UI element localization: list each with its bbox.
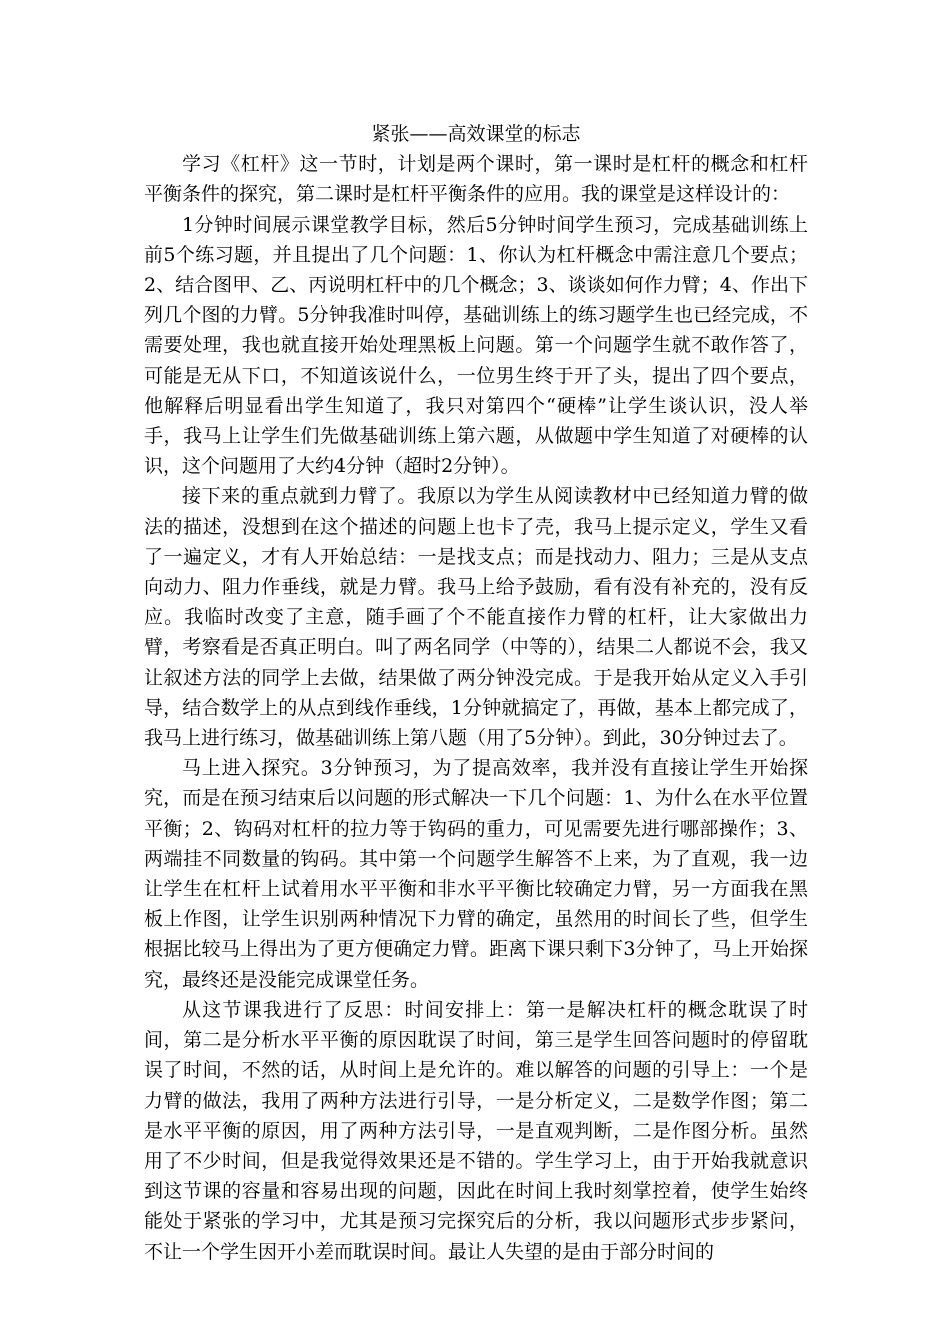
paragraph-reflection: 从这节课我进行了反思：时间安排上：第一是解决杠杆的概念耽误了时间，第二是分析水平平衡的原因耽误了时间，第三是学生回答问题时的停留耽误了时间，不然的话，从时间上是允许的。难以解答的问题的引导上：一个是力臂的做法，我用了两种方法进行引导，一是分析定义，二是数学作图；第二是水平平衡的原因，用了两种方法引导，一是直观判断，二是作图分析。虽然用了不少时间，但是我觉得效果还是不错的。学生学习上，由于开始我就意识到这节课的容量和容易出现的问题，因此在时间上我时刻掌控着，使学生始终能处于紧张的学习中，尤其是预习完探究后的分析，我以问题形式步步紧问，不让一个学生因开小差而耽误时间。最让人失望的是由于部分时间的: [144, 998, 808, 1263]
document-body: [144, 119, 808, 1267]
paragraph-intro: 学习《杠杆》这一节时，计划是两个课时，第一课时是杠杆的概念和杠杆平衡条件的探究，第二课时是杠杆平衡条件的应用。我的课堂是这样设计的：: [144, 153, 808, 206]
paragraph-lever-arm: 接下来的重点就到力臂了。我原以为学生从阅读教材中已经知道力臂的做法的描述，没想到在这个描述的问题上也卡了壳，我马上提示定义，学生又看了一遍定义，才有人开始总结：一是找支点；而是找动力、阻力；三是从支点向动力、阻力作垂线，就是力臂。我马上给予鼓励，看有没有补充的，没有反应。我临时改变了主意，随手画了个不能直接作力臂的杠杆，让大家做出力臂，考察看是否真正明白。叫了两名同学（中等的），结果二人都说不会，我又让叙述方法的同学上去做，结果做了两分钟没完成。于是我开始从定义入手引导，结合数学上的从点到线作垂线，1分钟就搞定了，再做，基本上都完成了，我马上进行练习，做基础训练上第八题（用了5分钟）。到此，30分钟过去了。: [144, 485, 808, 750]
document-title: 紧张——高效课堂的标志: [371, 123, 581, 145]
paragraph-inquiry: 马上进入探究。3分钟预习，为了提高效率，我并没有直接让学生开始探究，而是在预习结束后以问题的形式解决一下几个问题：1、为什么在水平位置平衡；2、钩码对杠杆的拉力等于钩码的重力，可见需要先进行哪部操作；3、两端挂不同数量的钩码。其中第一个问题学生解答不上来，为了直观，我一边让学生在杠杆上试着用水平平衡和非水平平衡比较确定力臂，另一方面我在黑板上作图，让学生识别两种情况下力臂的确定，虽然用的时间长了些，但学生根据比较马上得出为了更方便确定力臂。距离下课只剩下3分钟了，马上开始探究，最终还是没能完成课堂任务。: [144, 757, 808, 991]
paragraph-preview: 1分钟时间展示课堂教学目标，然后5分钟时间学生预习，完成基础训练上前5个练习题，并且提出了几个问题：1、你认为杠杆概念中需注意几个要点；2、结合图甲、乙、丙说明杠杆中的几个概念；3、谈谈如何作力臂；4、作出下列几个图的力臂。5分钟我准时叫停，基础训练上的练习题学生也已经完成，不需要处理，我也就直接开始处理黑板上问题。第一个问题学生就不敢作答了，可能是无从下口，不知道该说什么，一位男生终于开了头，提出了四个要点，他解释后明显看出学生知道了，我只对第四个“硬棒”让学生谈认识，没人举手，我马上让学生们先做基础训练上第六题，从做题中学生知道了对硬棒的认识，这个问题用了大约4分钟（超时2分钟）。: [144, 213, 808, 478]
